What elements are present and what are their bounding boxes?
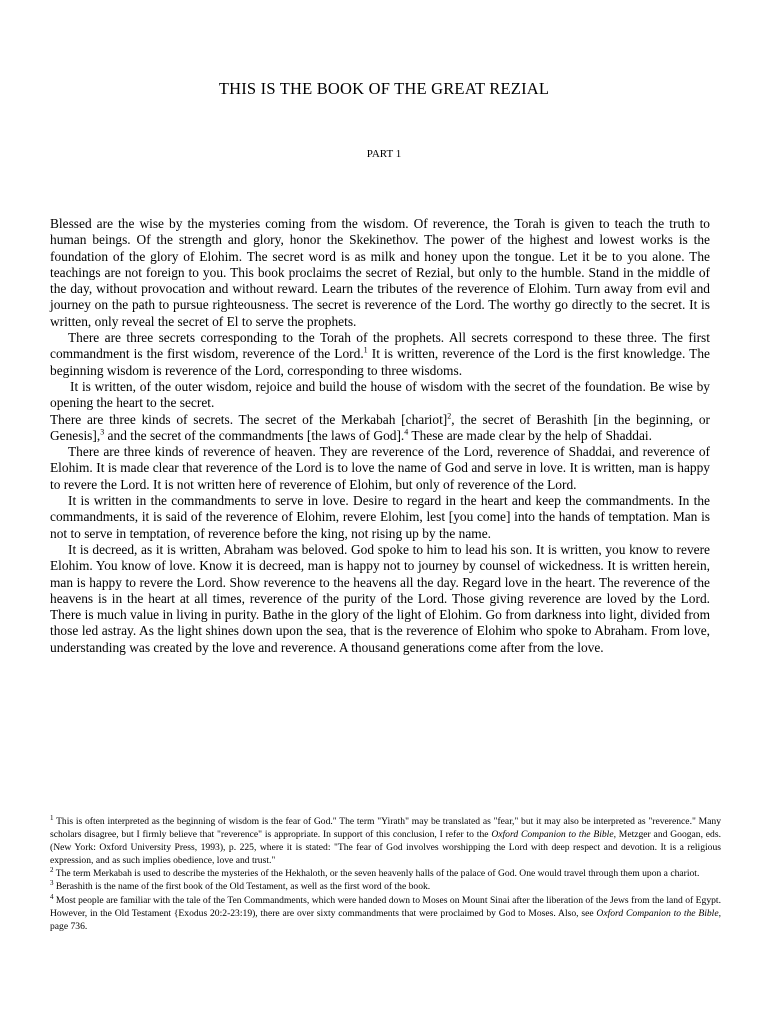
footnote-4-book-title: Oxford Companion to the Bible, <box>596 907 721 919</box>
footnote-1-book-title: Oxford Companion to the Bible, <box>491 829 616 841</box>
paragraph-4-text-b: , the secret of Berashith [in the beginning, or Genesis], <box>50 411 710 443</box>
footnote-4-text-c: page 736. <box>50 920 88 932</box>
footnote-2-text: The term Merkabah is used to describe the mysteries of the Hekhaloth, or the seven heavenly halls of the palace of God. One would travel through them upon a chariot. <box>53 868 700 880</box>
footnote-2-number: 2 <box>50 866 54 875</box>
footnote-3-number: 3 <box>50 879 54 888</box>
paragraph-4-text-d: These are made clear by the help of Shaddai. <box>408 427 652 443</box>
footnote-marker-4: 4 <box>404 427 409 437</box>
paragraph-2-text-a: There are three secrets corresponding to the Torah of the prophets. All secrets correspond to these three. The first commandment is the first wisdom, reverence of the Lord. <box>50 330 710 362</box>
paragraph-2 <box>50 330 710 379</box>
paragraph-6: It is written in the commandments to serve in love. Desire to regard in the heart and keep the commandments. In the commandments, it is said of the reverence of Elohim, revere Elohim, lest [you come] into the hands of temptation. Man is not to serve in temptation, of reverence before the king, not rising up by the name. <box>50 493 710 541</box>
footnote-marker-1: 1 <box>363 345 368 355</box>
body-text <box>50 216 710 656</box>
paragraph-3: It is written, of the outer wisdom, rejoice and build the house of wisdom with the secret of the foundation. Be wise by opening the heart to the secret. <box>50 378 710 411</box>
paragraph-4 <box>50 412 710 445</box>
paragraph-1: Blessed are the wise by the mysteries coming from the wisdom. Of reverence, the Torah is given to teach the truth to human beings. Of the strength and glory, honor the Skekinethov. The power of the highest and lowest works is the foundation of the glory of Elohim. The secret word is as milk and honey upon the tongue. Let it be to you alone. The teachings are not foreign to you. This book proclaims the secret of Rezial, but only to the humble. Stand in the middle of the day, without provocation and without reward. Learn the tributes of the reverence of Elohim. Turn away from evil and journey on the path to pursue righteousness. The secret is reverence of the Lord. The worthy go directly to the secret. It is written, only reveal the secret of El to serve the prophets. <box>50 216 710 329</box>
footnote-3-text: Berashith is the name of the first book of the Old Testament, as well as the first word of the book. <box>53 881 431 893</box>
paragraph-7: It is decreed, as it is written, Abraham was beloved. God spoke to him to lead his son. It is written, you know to revere Elohim. You know of love. Know it is decreed, man is happy not to journey by counsel of wickedness. It is written herein, man is happy to revere the Lord. Show reverence to the heavens all the day. Regard love in the heart. The reverence of the heavens is in the heart at all times, reverence of the purity of the Lord. Those giving reverence are loved by the Lord. There is much value in living in purity. Bathe in the glory of the light of Elohim. Go from darkness into light, divided from those led astray. As the light shines down upon the sea, that is the reverence of Elohim who spoke to Abraham. From love, understanding was created by the love and reverence. A thousand generations come after from the love. <box>50 541 710 655</box>
footnotes <box>50 815 721 933</box>
footnote-1-text-a: This is often interpreted as the beginning of wisdom is the fear of God." The term "Yirath" may be translated as "fear," but it may also be interpreted as "reverence." Many scholars disagree, but I firmly believe that "reverence" is appropriate. In support of this conclusion, I refer to the <box>50 816 721 841</box>
footnote-marker-2: 2 <box>447 411 452 421</box>
footnote-4 <box>50 894 721 933</box>
footnote-3 <box>50 880 721 893</box>
paragraph-2-text-b: It is written, reverence of the Lord is the first knowledge. The beginning wisdom is reverence of the Lord, corresponding to three wisdoms. <box>50 346 710 378</box>
footnote-1 <box>50 815 721 867</box>
footnote-2 <box>50 867 721 880</box>
part-heading: PART 1 <box>366 148 402 160</box>
footnote-1-text-c: Metzger and Googan, eds. (New York: Oxford University Press, 1993), p. 225, where it is stated: "The fear of God involves worshipping the Lord with deep respect and devotion. It is a religious expression, and as such implies obedience, love and trust." <box>50 829 721 867</box>
footnote-marker-3: 3 <box>100 427 105 437</box>
paragraph-5: There are three kinds of reverence of heaven. They are reverence of the Lord, reverence of Shaddai, and reverence of Elohim. It is made clear that reverence of the Lord is to love the name of God and serve in love. It is written, man is happy to revere the Lord. It is not written here of reverence of Elohim, but only of reverence of the Lord. <box>50 444 710 492</box>
paragraph-4-text-c: and the secret of the commandments [the laws of God]. <box>104 427 405 443</box>
document-title: THIS IS THE BOOK OF THE GREAT REZIAL <box>218 79 550 98</box>
footnote-4-number: 4 <box>50 892 54 901</box>
footnote-1-number: 1 <box>50 813 54 822</box>
paragraph-4-text-a: There are three kinds of secrets. The secret of the Merkabah [chariot] <box>50 411 448 427</box>
footnote-4-text-a: Most people are familiar with the tale of the Ten Commandments, which were handed down to Moses on Mount Sinai after the liberation of the Jews from the land of Egypt. However, in the Old Testament {Exodus 20:2-23:19), there are over sixty commandments that were proclaimed by God to Moses. Also, see <box>50 894 721 919</box>
